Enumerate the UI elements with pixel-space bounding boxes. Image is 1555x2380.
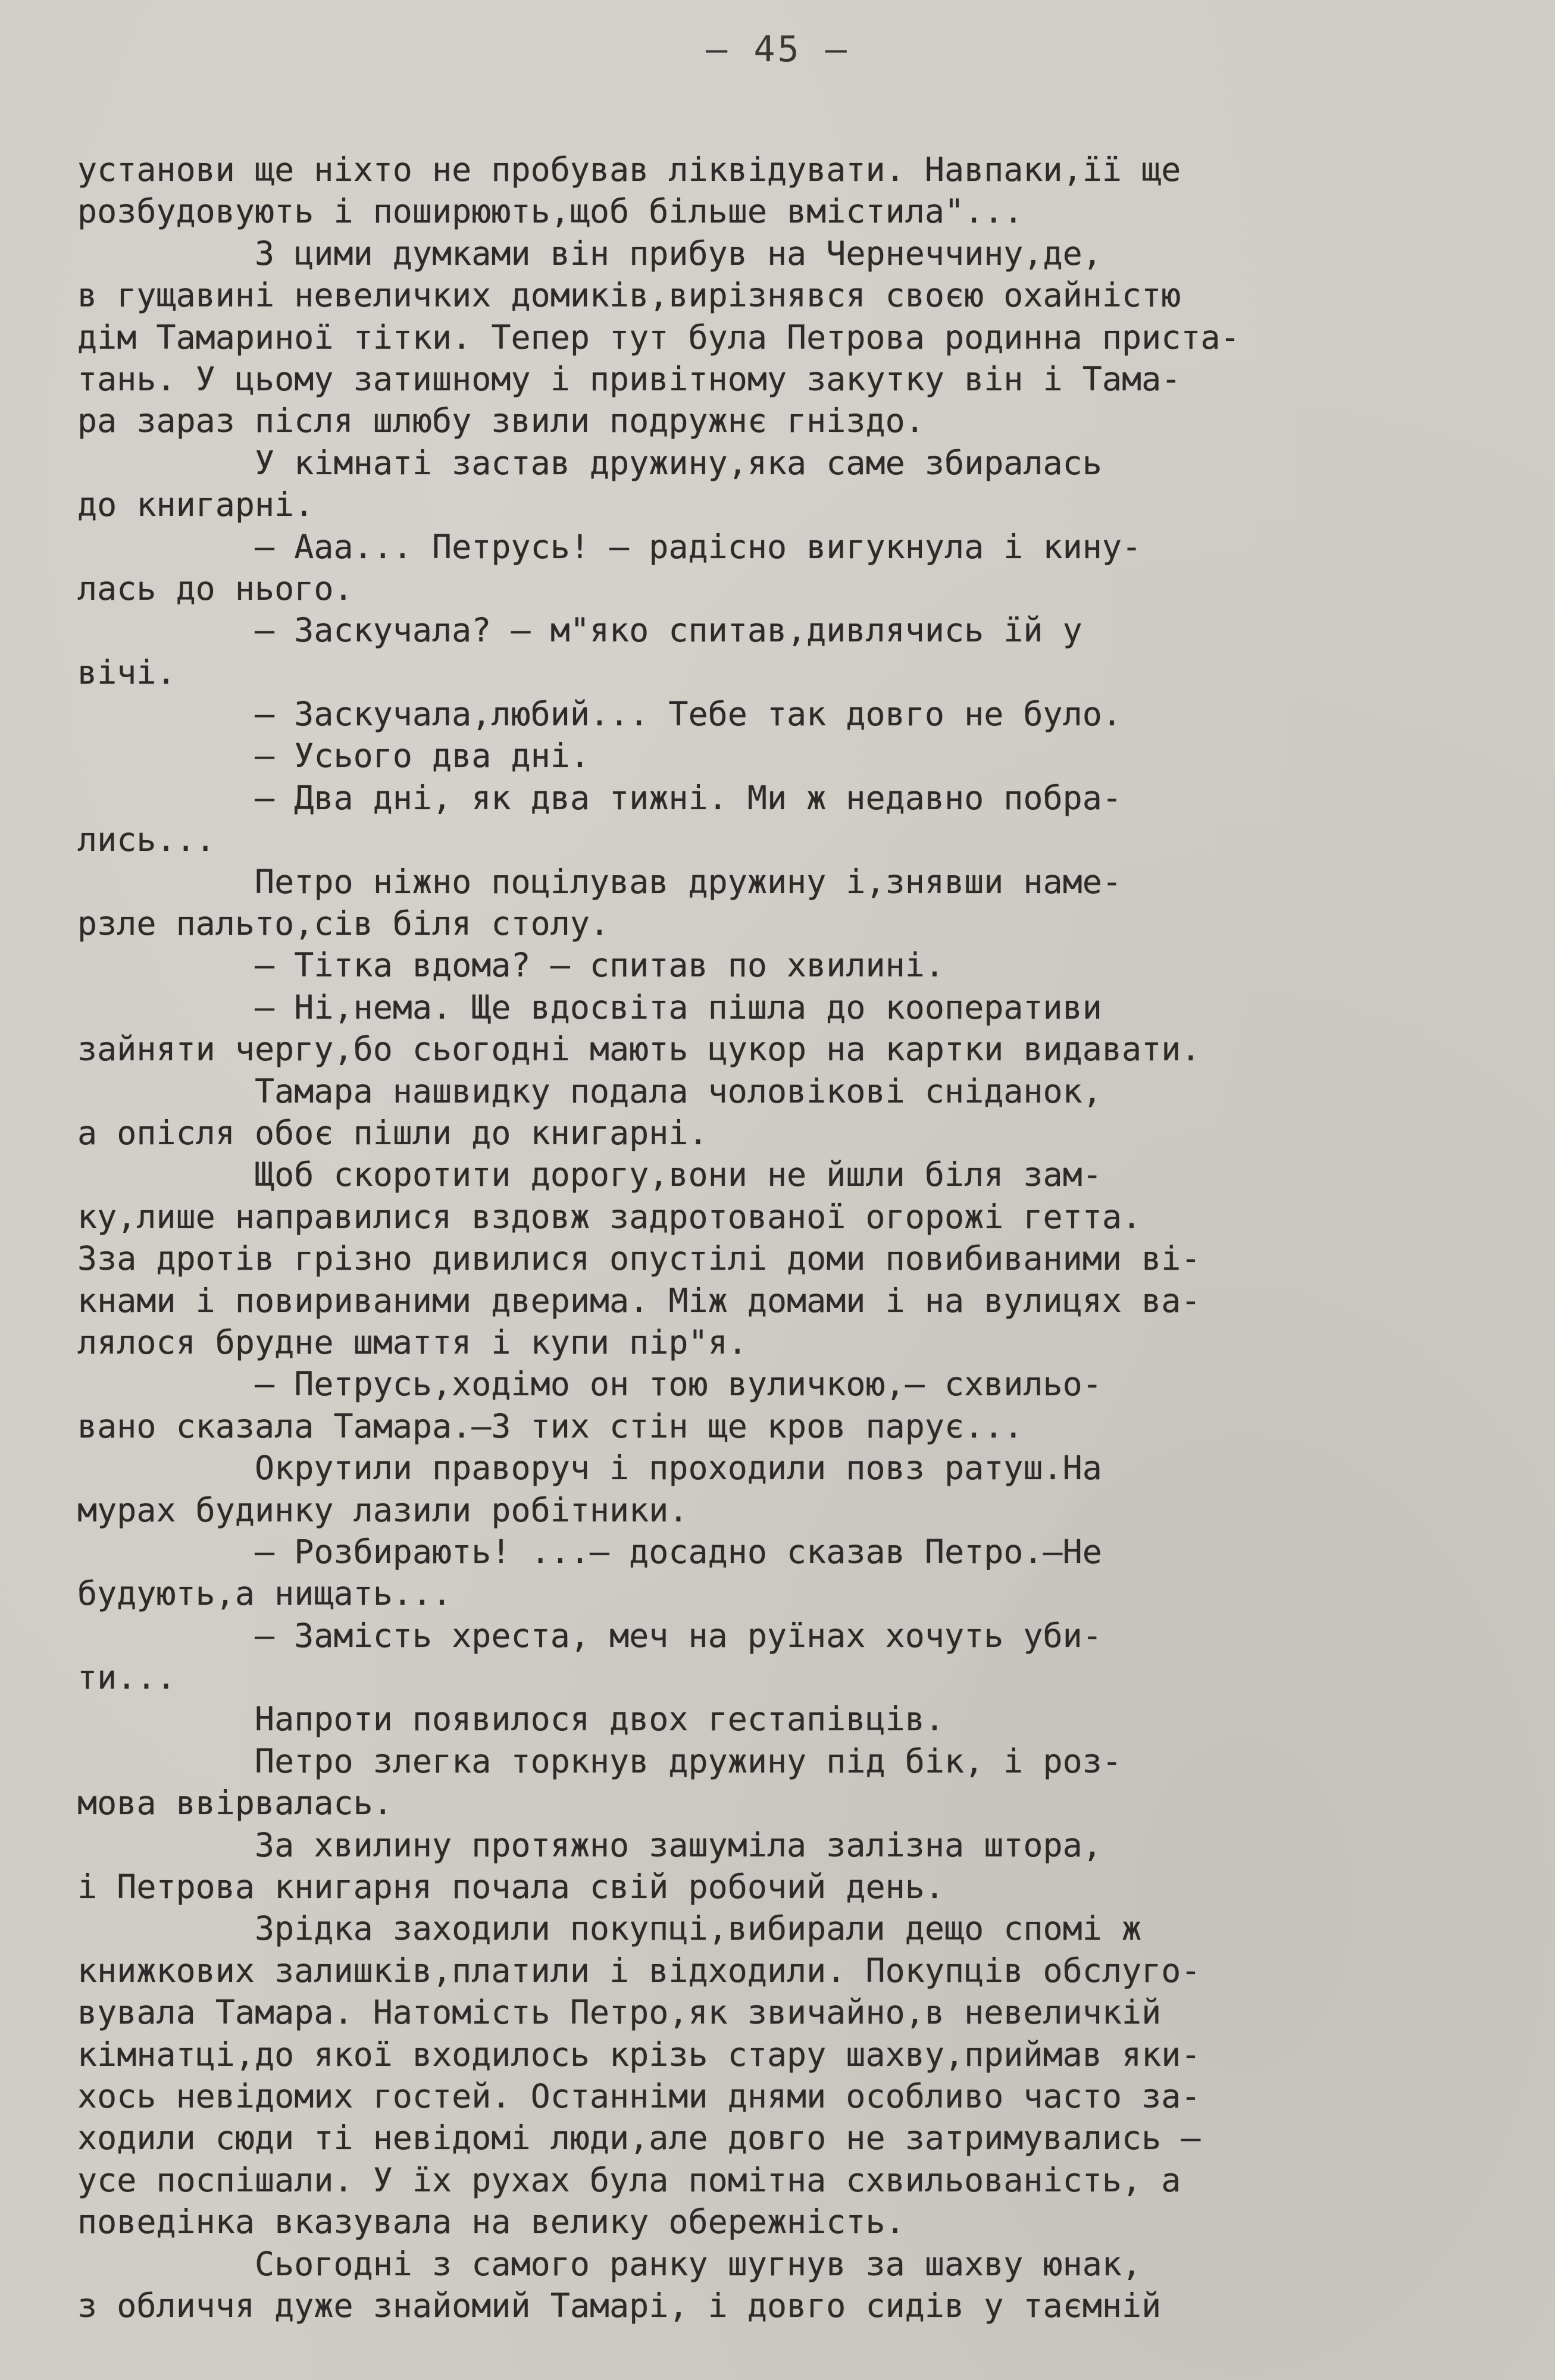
text-line: ти... xyxy=(77,1658,176,1697)
text-line: установи ще ніхто не пробував ліквідувати. Навпаки,її ще xyxy=(77,151,1181,189)
text-line: розбудовують і поширюють,щоб більше вмістила"... xyxy=(77,192,1024,231)
text-line: кнами і повириваними дверима. Між домами і на вулицях ва- xyxy=(77,1281,1201,1320)
text-line: – Ні,нема. Ще вдосвіта пішла до кооперативи xyxy=(77,988,1102,1026)
text-line: лялося брудне шмаття і купи пір"я. xyxy=(77,1323,747,1361)
text-line: ра зараз після шлюбу звили подружнє гніздо. xyxy=(77,402,925,440)
text-line: ку,лише направилися вздовж задротованої огорожі гетта. xyxy=(77,1197,1142,1236)
text-line: – Тітка вдома? – спитав по хвилині. xyxy=(77,946,944,985)
text-line: Петро ніжно поцілував дружину і,знявши наме- xyxy=(77,862,1122,901)
text-line: до книгарні. xyxy=(77,486,314,524)
text-line: ходили сюди ті невідомі люди,але довго не затримувались – xyxy=(77,2119,1201,2157)
text-line: з обличчя дуже знайомий Тамарі, і довго сидів у таємній xyxy=(77,2286,1162,2325)
text-line: книжкових залишків,платили і відходили. Покупців обслуго- xyxy=(77,1951,1201,1990)
text-line: – Замість хреста, меч на руїнах хочуть уби- xyxy=(77,1616,1102,1655)
text-line: Зза дротів грізно дивилися опустілі доми повибиваними ві- xyxy=(77,1239,1201,1278)
text-line: мова ввірвалась. xyxy=(77,1784,393,1822)
text-line: – Петрусь,ходімо он тою вуличкою,– схвильо- xyxy=(77,1365,1102,1404)
text-line: – Ааа... Петрусь! – радісно вигукнула і кину- xyxy=(77,527,1142,566)
text-line: мурах будинку лазили робітники. xyxy=(77,1490,689,1529)
text-line: – Два дні, як два тижні. Ми ж недавно побра- xyxy=(77,778,1122,817)
text-line: – Заскучала? – м"яко спитав,дивлячись їй у xyxy=(77,611,1082,650)
text-line: рзле пальто,сів біля столу. xyxy=(77,904,610,943)
text-line: кімнатці,до якої входилось крізь стару шахву,приймав яки- xyxy=(77,2035,1201,2074)
text-line: а опісля обоє пішли до книгарні. xyxy=(77,1113,708,1152)
text-line: – Усього два дні. xyxy=(77,737,590,775)
text-line: будують,а нищать... xyxy=(77,1574,452,1613)
text-line: зайняти чергу,бо сьогодні мають цукор на картки видавати. xyxy=(77,1030,1201,1069)
text-line: вічі. xyxy=(77,653,176,691)
text-line: тань. У цьому затишному і привітному закутку він і Тама- xyxy=(77,359,1181,398)
text-line: вувала Тамара. Натомість Петро,як звичайно,в невеличкій xyxy=(77,1993,1162,2032)
text-line: Напроти появилося двох гестапівців. xyxy=(77,1700,944,1739)
text-line: За хвилину протяжно зашуміла залізна штора, xyxy=(77,1825,1102,1864)
body-text xyxy=(77,149,1464,2326)
text-line: лась до нього. xyxy=(77,569,353,607)
text-line: Тамара нашвидку подала чоловікові сніданок, xyxy=(77,1072,1102,1110)
text-line: – Заскучала,любий... Тебе так довго не було. xyxy=(77,695,1122,734)
text-line: хось невідомих гостей. Останніми днями особливо часто за- xyxy=(77,2077,1201,2115)
text-line: поведінка вказувала на велику обережність. xyxy=(77,2203,905,2241)
text-line: лись... xyxy=(77,821,215,859)
text-line: усе поспішали. У їх рухах була помітна схвильованість, а xyxy=(77,2160,1181,2199)
text-line: Щоб скоротити дорогу,вони не йшли біля зам- xyxy=(77,1155,1102,1194)
text-line: і Петрова книгарня почала свій робочий день. xyxy=(77,1868,944,1906)
text-line: У кімнаті застав дружину,яка саме збиралась xyxy=(77,443,1102,482)
page-number: – 45 – xyxy=(706,29,849,70)
text-line: Сьогодні з самого ранку шугнув за шахву юнак, xyxy=(77,2244,1142,2283)
text-line: Петро злегка торкнув дружину під бік, і роз- xyxy=(77,1742,1122,1780)
text-line: вано сказала Тамара.–З тих стін ще кров парує... xyxy=(77,1407,1024,1445)
text-line: З цими думками він прибув на Чернеччину,де, xyxy=(77,234,1102,273)
text-line: в гущавині невеличких домиків,вирізнявся своєю охайністю xyxy=(77,276,1181,315)
text-line: Окрутили праворуч і проходили повз ратуш.На xyxy=(77,1449,1102,1488)
text-line: Зрідка заходили покупці,вибирали дещо спомі ж xyxy=(77,1909,1142,1948)
text-line: – Розбирають! ...– досадно сказав Петро.–Не xyxy=(77,1532,1102,1571)
text-line: дім Тамариної тітки. Тепер тут була Петрова родинна приста- xyxy=(77,318,1240,356)
